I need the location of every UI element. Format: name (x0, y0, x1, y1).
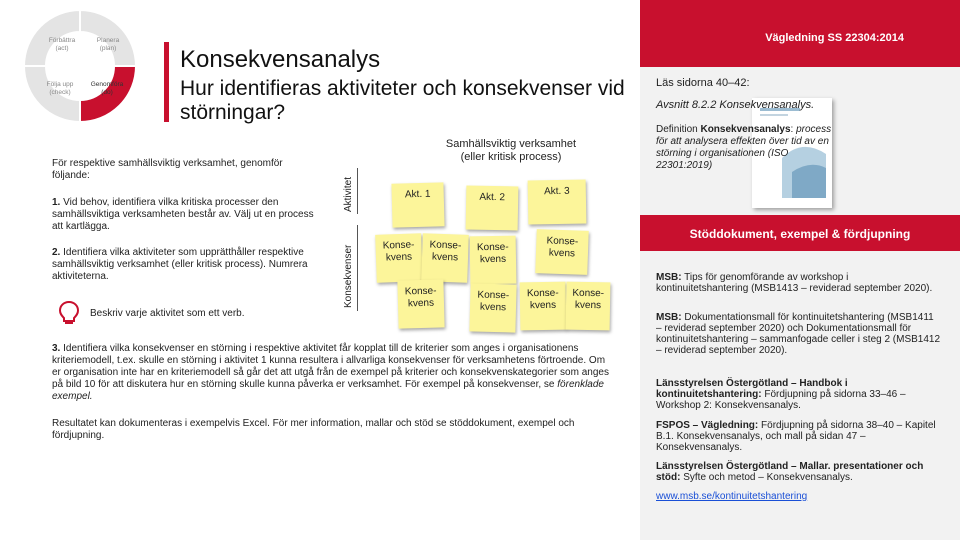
page-title: Konsekvensanalys (180, 46, 381, 73)
title-accent-bar (164, 42, 169, 122)
consequence-note: Konse- kvens (470, 236, 517, 285)
definition-text: Definition Konsekvensanalys: process för att analysera effekten över tid av en störning i organisationen (ISO 22301:2019) (656, 124, 832, 171)
diagram-title-line1: Samhällsviktig verksamhet (445, 138, 577, 150)
page-subtitle: Hur identifieras aktiviteter och konsekvenser vid störningar? (180, 77, 625, 124)
activity-note-2: Akt. 2 (466, 186, 519, 231)
reference-item: Länsstyrelsen Östergötland – Mallar. presentationer och stöd: Syfte och metod – Konsekvensanalys. (656, 461, 924, 483)
step-3-text: Identifiera vilka konsekvenser en störning i respektive aktivitet får kopplat till de kriterier som anges i organisationens kriteriemodell, t.ex. skulle en störning i aktivitet 1 kunna resultera i allvarliga konsekvenser för verksamhetens förtroende. Om er organisation inte har en kriteriemodell så går det att utgå från de exempel på kriterier och konsekvenskategorier som anges på bild 10 för att diskutera hur en störning skulle kunna påverka er verksamhet. För exempel på konsekvenser, se (52, 343, 609, 390)
reference-item: MSB: Dokumentationsmall för kontinuitetshantering (MSB1411 – reviderad september 2020) och Dokumentationsmall för kontinuitetshantering – sammanfogade celler i steg 2 (MSB1412 – reviderad september 2020). (656, 312, 941, 356)
reference-item: FSPOS – Vägledning: Fördjupning på sidorna 38–40 – Kapitel B.1. Konsekvensanalys, och mall på sidan 47 – Konsekvensanalys. (656, 420, 936, 453)
pdca-improve-line1: Förbättra (48, 37, 76, 44)
read-pages-label: Läs sidorna 40–42: (656, 77, 750, 89)
consequence-note: Konse- kvens (421, 233, 469, 283)
pdca-improve-line2: (act) (55, 45, 69, 52)
guidance-header-text: Vägledning SS 22304:2014 (765, 32, 904, 44)
pdca-cycle (0, 0, 160, 135)
pdca-execute-line1: Genomföra (90, 81, 124, 88)
activity-axis-label: Aktivitet (343, 176, 354, 212)
pdca-follow-up-line2: (check) (49, 89, 71, 96)
consequences-axis-line (357, 225, 358, 311)
hint-text: Beskriv varje aktivitet som ett verb. (90, 308, 245, 319)
reference-item: MSB: Tips för genomförande av workshop i kontinuitetshantering (MSB1413 – reviderad september 2020). (656, 272, 933, 294)
consequence-note: Konse- kvens (535, 229, 589, 275)
msb-link[interactable]: www.msb.se/kontinuitetshantering (656, 491, 808, 502)
consequence-note: Konse- kvens (397, 279, 444, 328)
guidance-header (640, 0, 960, 67)
lightbulb-icon (56, 300, 82, 326)
pdca-follow-up-line1: Följa upp (46, 81, 74, 88)
consequences-axis-label: Konsekvenser (343, 244, 354, 308)
step-3 (52, 343, 612, 403)
consequence-note: Konse- kvens (375, 233, 423, 283)
step-1-number: 1. (52, 197, 61, 208)
activity-note-1: Akt. 1 (391, 182, 444, 227)
reference-item: Länsstyrelsen Östergötland – Handbok i kontinuitetshantering: Fördjupning på sidorna 33–46 – Workshop 2: Konsekvensanalys. (656, 378, 906, 411)
step-1-text: Vid behov, identifiera vilka kritiska processer den samhällsviktiga verksamheten består av. Välj ut en process att kartlägga. (52, 197, 314, 232)
activity-note-3: Akt. 3 (528, 179, 587, 224)
step-3-number: 3. (52, 343, 61, 354)
result-text: Resultatet kan dokumenteras i exempelvis Excel. För mer information, mallar och stöd se stöddokument, exempel och fördjupning. (52, 418, 575, 441)
definition-body: process för att analysera effekten över tid av en störning i organisationen (ISO 22301:2019) (656, 124, 832, 171)
read-pages-value: Avsnitt 8.2.2 Konsekvensanalys. (656, 99, 815, 111)
consequence-note: Konse- kvens (520, 282, 567, 331)
activity-axis-line (357, 168, 358, 214)
consequence-note: Konse- kvens (566, 282, 611, 331)
step-2 (52, 247, 322, 283)
pdca-execute-line2: (do) (101, 89, 113, 96)
pdca-plan-line1: Planera (96, 37, 120, 44)
diagram-title-line2: (eller kritisk process) (460, 151, 562, 163)
step-1 (52, 197, 322, 233)
support-header (640, 215, 960, 251)
step-2-number: 2. (52, 247, 61, 258)
consequence-note: Konse- kvens (469, 283, 516, 332)
hint-box (52, 300, 332, 326)
pdca-plan-line2: (plan) (99, 45, 117, 52)
support-header-text: Stöddokument, exempel & fördjupning (689, 227, 911, 241)
step-3-italic: förenklade exempel. (52, 379, 604, 402)
diagram-title (376, 138, 646, 164)
intro-text: För respektive samhällsviktig verksamhet, genomför följande: (52, 158, 283, 181)
step-2-text: Identifiera vilka aktiviteter som upprätthåller respektive samhällsviktig verksamhet (eller kritisk process). Numrera aktiviteterna. (52, 247, 308, 282)
